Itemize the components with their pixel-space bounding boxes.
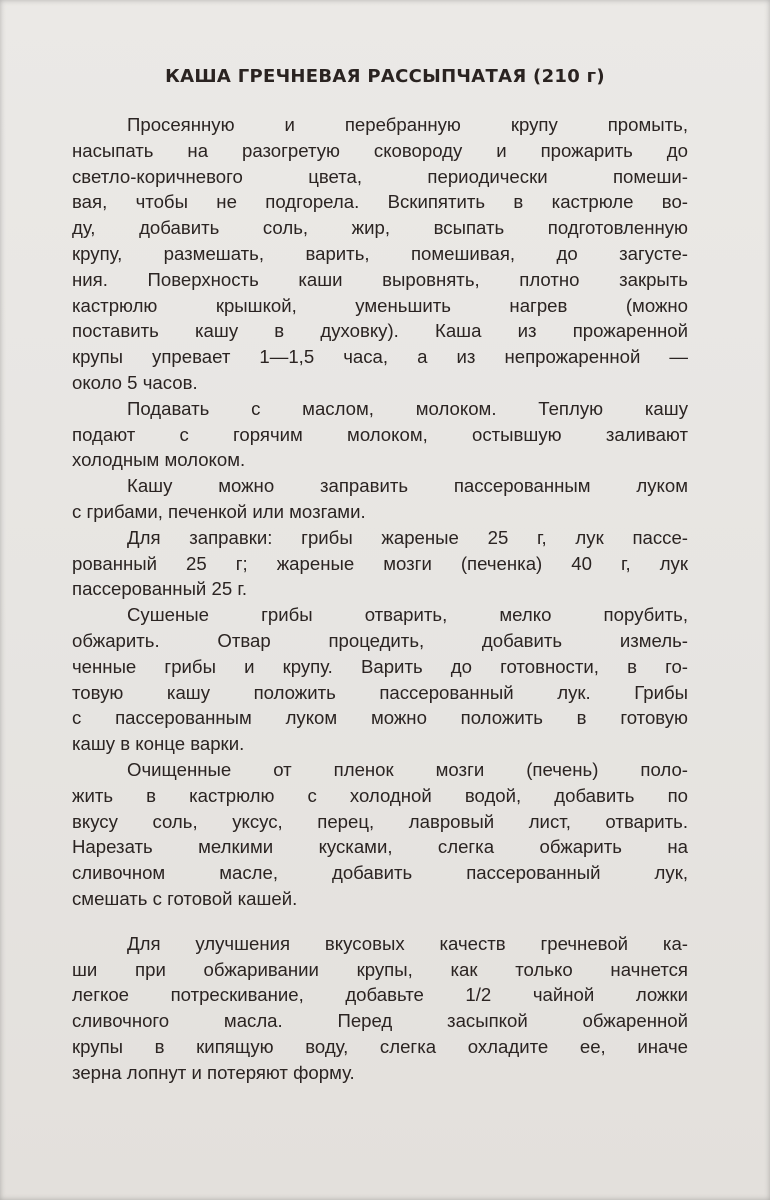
- text-line: около 5 часов.: [72, 371, 198, 393]
- text-line: холодным молоком.: [72, 449, 246, 471]
- text-line: Нарезать мелкими кусками, слегка обжарить на: [72, 836, 688, 858]
- text-line: крупы в кипящую воду, слегка охладите ее, иначе: [72, 1035, 688, 1057]
- text-line: зерна лопнут и потеряют форму.: [72, 1061, 355, 1083]
- recipe-paragraph: [72, 602, 688, 757]
- text-line: насыпать на разогретую сковороду и прожарить до: [72, 139, 688, 161]
- text-line: товую кашу положить пассерованный лук. Грибы: [72, 681, 688, 703]
- text-line: светло-коричневого цвета, периодически помеши-: [72, 165, 688, 187]
- text-line: легкое потрескивание, добавьте 1/2 чайной ложки: [72, 984, 688, 1006]
- text-line: подают с горячим молоком, остывшую заливают: [72, 423, 688, 445]
- text-line: крупу, размешать, варить, помешивая, до загусте-: [72, 242, 688, 264]
- text-line: кашу в конце варки.: [72, 733, 245, 755]
- text-line: ченные грибы и крупу. Варить до готовности, в го-: [72, 655, 688, 677]
- text-line: кастрюлю крышкой, уменьшить нагрев (можно: [72, 294, 688, 316]
- text-line: пассерованный 25 г.: [72, 578, 248, 600]
- text-line: рованный 25 г; жареные мозги (печенка) 40 г, лук: [72, 552, 688, 574]
- text-line: вкусу соль, уксус, перец, лавровый лист, отварить.: [72, 810, 688, 832]
- text-line: вая, чтобы не подгорела. Вскипятить в кастрюле во-: [72, 191, 688, 213]
- text-line: с грибами, печенкой или мозгами.: [72, 500, 366, 522]
- text-line: ния. Поверхность каши выровнять, плотно закрыть: [72, 268, 688, 290]
- recipe-paragraph: [72, 112, 688, 396]
- text-line: ши при обжаривании крупы, как только начнется: [72, 958, 688, 980]
- text-line: с пассерованным луком можно положить в готовую: [72, 707, 688, 729]
- text-line: Для улучшения вкусовых качеств гречневой ка-: [127, 932, 688, 954]
- text-line: Очищенные от пленок мозги (печень) поло-: [127, 758, 688, 780]
- text-line: Просеянную и перебранную крупу промыть,: [127, 114, 688, 135]
- text-line: жить в кастрюлю с холодной водой, добавить по: [72, 784, 688, 806]
- text-line: Сушеные грибы отварить, мелко порубить,: [127, 604, 688, 626]
- text-line: сливочном масле, добавить пассерованный лук,: [72, 862, 688, 884]
- text-line: Подавать с маслом, молоком. Теплую кашу: [127, 397, 688, 419]
- text-line: поставить кашу в духовку). Каша из прожаренной: [72, 320, 688, 342]
- recipe-paragraph: [72, 525, 688, 602]
- recipe-paragraph: [72, 473, 688, 525]
- recipe-paragraph: [72, 396, 688, 473]
- text-line: смешать с готовой кашей.: [72, 887, 298, 909]
- text-line: ду, добавить соль, жир, всыпать подготовленную: [72, 217, 688, 239]
- recipe-title: КАША ГРЕЧНЕВАЯ РАССЫПЧАТАЯ (210 г): [165, 66, 605, 87]
- recipe-paragraph: [72, 757, 688, 912]
- recipe-paragraph: [72, 931, 688, 1086]
- text-line: Для заправки: грибы жареные 25 г, лук пассе-: [127, 526, 688, 548]
- text-line: крупы упревает 1—1,5 часа, а из непрожаренной —: [72, 346, 688, 368]
- recipe-body: [72, 112, 688, 1085]
- text-line: обжарить. Отвар процедить, добавить измель-: [72, 629, 688, 651]
- text-line: сливочного масла. Перед засыпкой обжаренной: [72, 1010, 688, 1032]
- text-line: Кашу можно заправить пассерованным луком: [127, 475, 688, 497]
